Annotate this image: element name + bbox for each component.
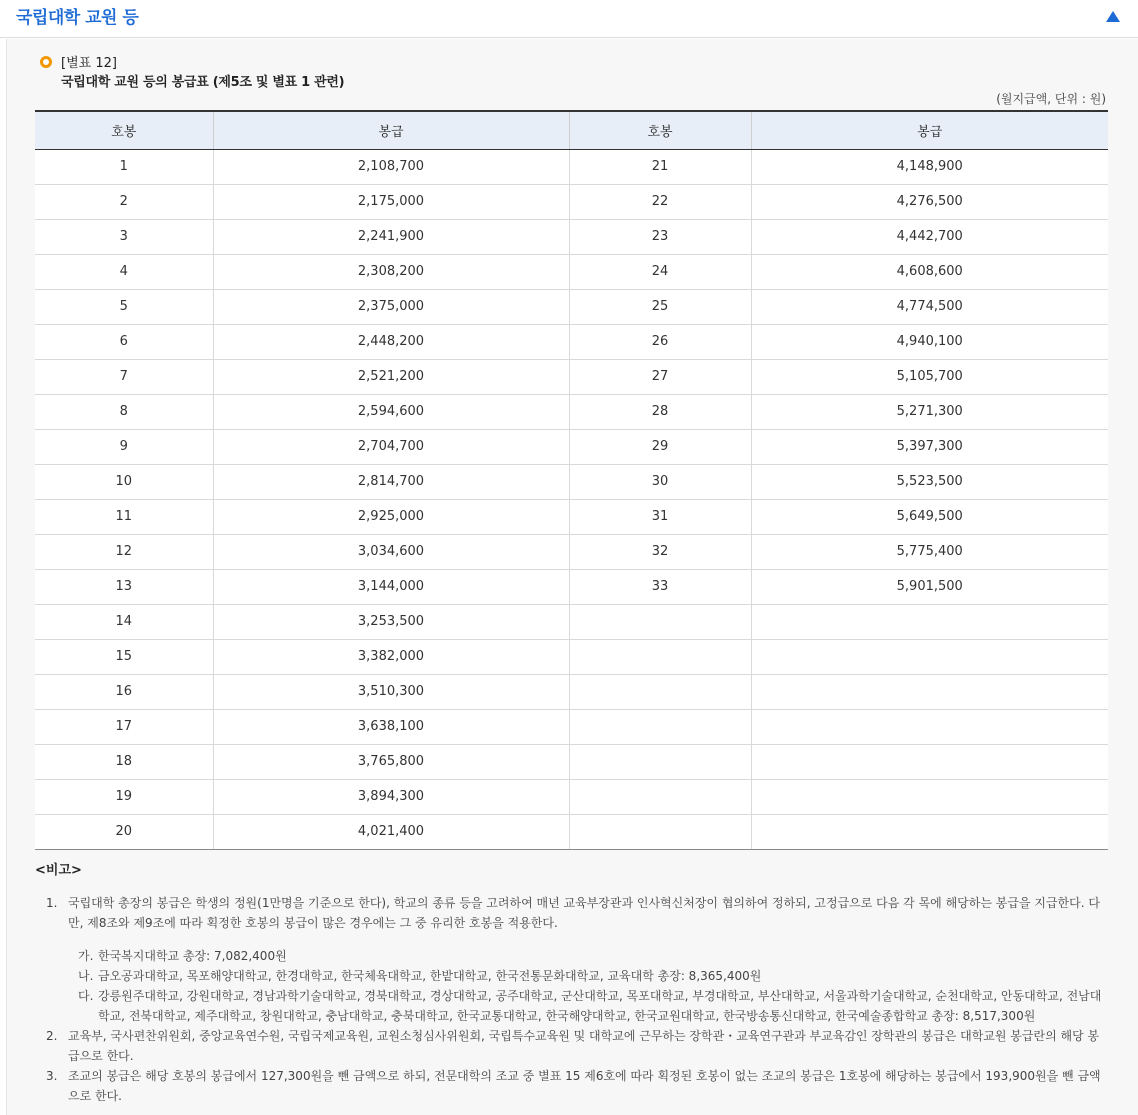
note-sub-item (78, 986, 1106, 1026)
note-sub-item (78, 946, 1106, 966)
salary-cell: 3,510,300 (213, 674, 569, 709)
salary-cell: 2,814,700 (213, 464, 569, 499)
step-cell: 9 (35, 429, 213, 464)
step-cell: 32 (569, 534, 751, 569)
step-cell: 29 (569, 429, 751, 464)
step-cell: 30 (569, 464, 751, 499)
column-header-step: 호봉 (569, 111, 751, 149)
table-row (35, 779, 1108, 814)
salary-cell (751, 779, 1108, 814)
salary-cell: 4,148,900 (751, 149, 1108, 184)
salary-cell: 4,021,400 (213, 814, 569, 849)
step-cell: 4 (35, 254, 213, 289)
salary-cell: 2,175,000 (213, 184, 569, 219)
table-header-row (35, 111, 1108, 149)
salary-cell: 2,308,200 (213, 254, 569, 289)
note-sub-item (78, 966, 1106, 986)
table-row (35, 429, 1108, 464)
note-text: 국립대학 총장의 봉급은 학생의 정원(1만명을 기준으로 한다), 학교의 종류 등을 고려하여 매년 교육부장관과 인사혁신처장이 협의하여 정하되, 고정급으로 다음 각 목에 해당하는 봉급을 지급한다. 다만, 제8조와 제9조에 따라 획정한 호봉의 봉급이 많은 경우에는 그 중 유리한 호봉을 적용한다. (68, 896, 1100, 930)
table-row (35, 569, 1108, 604)
step-cell: 11 (35, 499, 213, 534)
table-row (35, 184, 1108, 219)
step-cell (569, 674, 751, 709)
salary-cell: 3,253,500 (213, 604, 569, 639)
table-row (35, 464, 1108, 499)
table-row (35, 149, 1108, 184)
step-cell (569, 709, 751, 744)
unit-note: (월지급액, 단위 : 원) (996, 92, 1106, 106)
step-cell: 6 (35, 324, 213, 359)
step-cell (569, 604, 751, 639)
sub-mark: 나. (78, 969, 94, 983)
column-header-salary: 봉급 (213, 111, 569, 149)
salary-cell: 5,397,300 (751, 429, 1108, 464)
table-code: [별표 12] (61, 56, 117, 71)
table-row (35, 254, 1108, 289)
circle-bullet-icon (40, 56, 52, 68)
section-title: 국립대학 교원 등 (16, 8, 139, 28)
salary-cell: 4,940,100 (751, 324, 1108, 359)
salary-cell: 3,034,600 (213, 534, 569, 569)
salary-cell: 4,442,700 (751, 219, 1108, 254)
note-number: 1. (46, 896, 58, 910)
salary-cell: 2,108,700 (213, 149, 569, 184)
column-header-step: 호봉 (35, 111, 213, 149)
step-cell: 14 (35, 604, 213, 639)
step-cell: 24 (569, 254, 751, 289)
step-cell: 33 (569, 569, 751, 604)
table-body (35, 149, 1108, 849)
step-cell: 17 (35, 709, 213, 744)
note-item (46, 1066, 1106, 1106)
salary-cell (751, 604, 1108, 639)
table-row (35, 674, 1108, 709)
note-text: 조교의 봉급은 해당 호봉의 봉급에서 127,300원을 뺀 금액으로 하되, 전문대학의 조교 중 별표 15 제6호에 따라 획정된 호봉이 없는 조교의 봉급은 1호봉에 해당하는 봉급에서 193,900원을 뺀 금액으로 한다. (68, 1069, 1101, 1103)
table-row (35, 499, 1108, 534)
step-cell: 5 (35, 289, 213, 324)
salary-cell (751, 814, 1108, 849)
salary-cell: 5,649,500 (751, 499, 1108, 534)
salary-cell: 3,638,100 (213, 709, 569, 744)
step-cell: 3 (35, 219, 213, 254)
step-cell (569, 814, 751, 849)
step-cell: 27 (569, 359, 751, 394)
step-cell: 23 (569, 219, 751, 254)
table-row (35, 359, 1108, 394)
step-cell: 10 (35, 464, 213, 499)
notes-title: <비고> (35, 863, 82, 878)
step-cell: 25 (569, 289, 751, 324)
step-cell: 1 (35, 149, 213, 184)
collapse-toggle-button[interactable] (1106, 11, 1120, 23)
step-cell: 20 (35, 814, 213, 849)
salary-cell: 2,448,200 (213, 324, 569, 359)
salary-cell: 5,105,700 (751, 359, 1108, 394)
step-cell: 22 (569, 184, 751, 219)
salary-cell: 2,704,700 (213, 429, 569, 464)
sub-text: 금오공과대학교, 목포해양대학교, 한경대학교, 한국체육대학교, 한밭대학교, 한국전통문화대학교, 교육대학 총장: 8,365,400원 (98, 969, 762, 983)
table-row (35, 639, 1108, 674)
step-cell: 28 (569, 394, 751, 429)
salary-cell (751, 674, 1108, 709)
note-text: 교육부, 국사편찬위원회, 중앙교육연수원, 국립국제교육원, 교원소청심사위원회, 국립특수교육원 및 대학교에 근무하는 장학관・교육연구관과 부교육감인 장학관의 봉급은 대학교원 봉급란의 해당 봉급으로 한다. (68, 1029, 1100, 1063)
step-cell: 12 (35, 534, 213, 569)
salary-cell: 4,774,500 (751, 289, 1108, 324)
table-row (35, 814, 1108, 849)
step-cell (569, 744, 751, 779)
notes-list (46, 893, 1106, 1106)
salary-cell: 5,901,500 (751, 569, 1108, 604)
table-row (35, 604, 1108, 639)
note-number: 2. (46, 1029, 58, 1043)
sub-text: 강릉원주대학교, 강원대학교, 경남과학기술대학교, 경북대학교, 경상대학교, 공주대학교, 군산대학교, 목포대학교, 부경대학교, 부산대학교, 서울과학기술대학교, 순천대학교, 안동대학교, 전남대학교, 전북대학교, 제주대학교, 창원대학교, 충남대학교, 충북대학교, 한국교통대학교, 한국해양대학교, 한국교원대학교, 한국방송통신대학교, 한국예술종합학교 총장: 8,517,300원 (98, 989, 1102, 1023)
step-cell: 2 (35, 184, 213, 219)
section-header[interactable] (0, 0, 1138, 38)
salary-cell: 3,382,000 (213, 639, 569, 674)
table-name: 국립대학 교원 등의 봉급표 (제5조 및 별표 1 관련) (61, 75, 345, 90)
salary-cell: 4,608,600 (751, 254, 1108, 289)
column-header-salary: 봉급 (751, 111, 1108, 149)
step-cell: 18 (35, 744, 213, 779)
salary-cell (751, 744, 1108, 779)
step-cell: 16 (35, 674, 213, 709)
salary-cell: 2,241,900 (213, 219, 569, 254)
step-cell (569, 779, 751, 814)
step-cell: 7 (35, 359, 213, 394)
sub-text: 한국복지대학교 총장: 7,082,400원 (98, 949, 287, 963)
step-cell: 8 (35, 394, 213, 429)
note-item (46, 893, 1106, 933)
table-row (35, 744, 1108, 779)
salary-cell: 3,894,300 (213, 779, 569, 814)
table-row (35, 709, 1108, 744)
note-number: 3. (46, 1069, 58, 1083)
salary-cell: 3,144,000 (213, 569, 569, 604)
note-sub-list (78, 946, 1106, 1026)
sub-mark: 다. (78, 989, 94, 1003)
table-row (35, 219, 1108, 254)
salary-cell: 5,271,300 (751, 394, 1108, 429)
salary-cell (751, 639, 1108, 674)
step-cell (569, 639, 751, 674)
step-cell: 19 (35, 779, 213, 814)
step-cell: 26 (569, 324, 751, 359)
step-cell: 31 (569, 499, 751, 534)
salary-cell: 2,594,600 (213, 394, 569, 429)
salary-table (35, 110, 1108, 850)
salary-cell: 5,523,500 (751, 464, 1108, 499)
table-row (35, 534, 1108, 569)
salary-cell: 2,521,200 (213, 359, 569, 394)
table-row (35, 289, 1108, 324)
sub-mark: 가. (78, 949, 94, 963)
triangle-up-icon (1106, 11, 1120, 22)
step-cell: 13 (35, 569, 213, 604)
salary-cell (751, 709, 1108, 744)
table-row (35, 324, 1108, 359)
salary-cell: 3,765,800 (213, 744, 569, 779)
salary-cell: 4,276,500 (751, 184, 1108, 219)
table-row (35, 394, 1108, 429)
salary-cell: 2,375,000 (213, 289, 569, 324)
step-cell: 21 (569, 149, 751, 184)
salary-cell: 5,775,400 (751, 534, 1108, 569)
note-item (46, 1026, 1106, 1066)
salary-cell: 2,925,000 (213, 499, 569, 534)
step-cell: 15 (35, 639, 213, 674)
